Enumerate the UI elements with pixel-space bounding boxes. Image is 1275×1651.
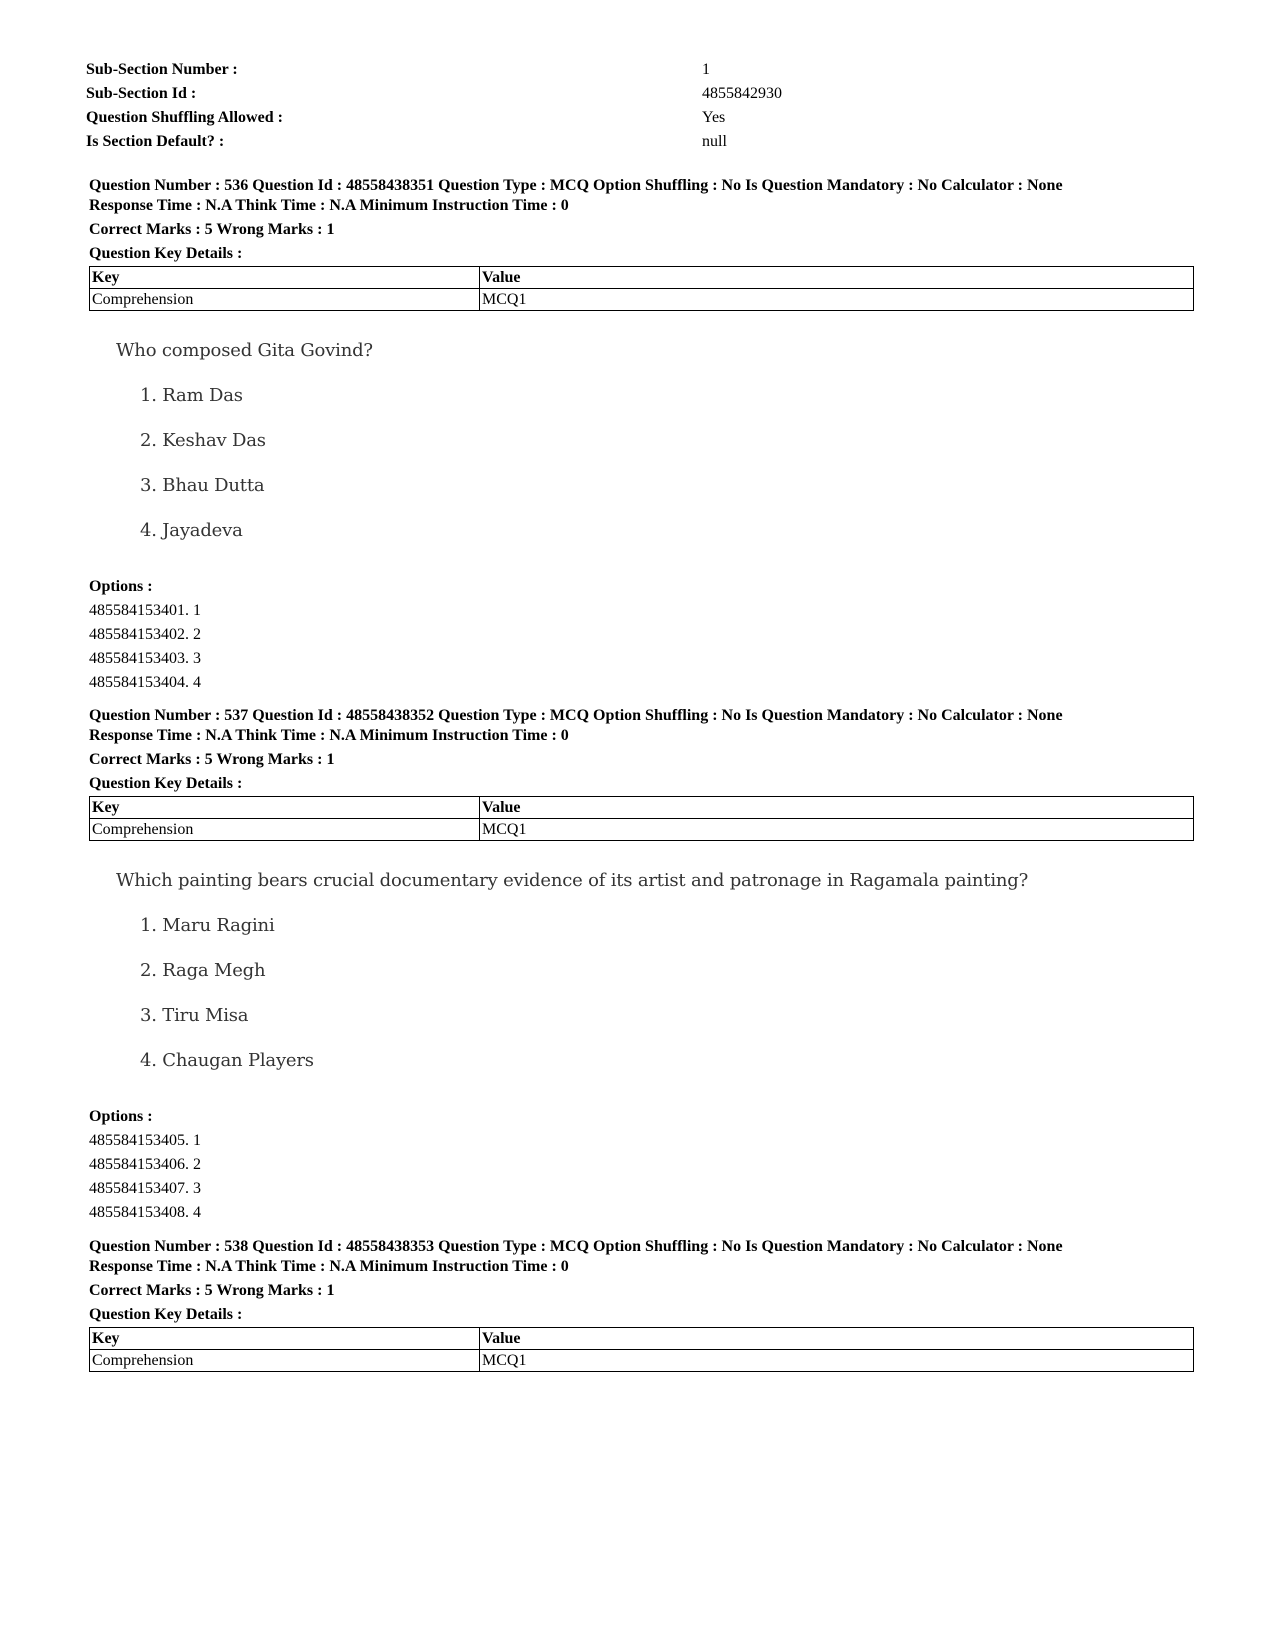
question-header-line2: Response Time : N.A Think Time : N.A Minimum Instruction Time : 0 (89, 1258, 569, 1275)
meta-value: 1 (702, 61, 710, 78)
question-choice: 2. Raga Megh (140, 960, 266, 981)
meta-value: Yes (702, 109, 726, 126)
key-table-header-key: Key (90, 267, 480, 289)
question-choice: 1. Ram Das (140, 385, 243, 406)
question-image (116, 337, 1195, 545)
meta-row-section-default (86, 130, 886, 154)
options-list (89, 575, 1195, 695)
question-block-538 (89, 1237, 1195, 1372)
meta-row-subsection-number (86, 58, 886, 82)
options-label: Options : (89, 1108, 153, 1125)
key-table-header-row (90, 797, 1194, 819)
question-choice: 2. Keshav Das (140, 430, 266, 451)
key-table-header-value: Value (480, 1328, 1194, 1350)
meta-value: null (702, 133, 727, 150)
key-table-cell-value: MCQ1 (480, 289, 1194, 311)
question-choice: 3. Bhau Dutta (140, 475, 265, 496)
option-item: 485584153408. 4 (89, 1204, 201, 1221)
key-table-header-value: Value (480, 797, 1194, 819)
question-stem: Which painting bears crucial documentary evidence of its artist and patronage in Ragamala painting? (116, 870, 1029, 891)
question-choice: 4. Chaugan Players (140, 1050, 314, 1071)
question-key-table (89, 1327, 1194, 1372)
question-block-537 (89, 706, 1195, 1225)
meta-value: 4855842930 (702, 85, 782, 102)
key-table-cell-key: Comprehension (90, 819, 480, 841)
key-table-cell-key: Comprehension (90, 1350, 480, 1372)
key-table-header-key: Key (90, 1328, 480, 1350)
key-table-row (90, 819, 1194, 841)
key-table-header-value: Value (480, 267, 1194, 289)
meta-label: Sub-Section Number : (86, 61, 238, 78)
question-header-line1: Question Number : 538 Question Id : 48558438353 Question Type : MCQ Option Shuffling : No Is Question Mandatory : No Calculator : None (89, 1238, 1063, 1255)
option-item: 485584153403. 3 (89, 650, 201, 667)
option-item: 485584153404. 4 (89, 674, 201, 691)
question-stem: Who composed Gita Govind? (116, 340, 373, 361)
meta-row-subsection-id (86, 82, 886, 106)
key-table-row (90, 1350, 1194, 1372)
option-item: 485584153407. 3 (89, 1180, 201, 1197)
subsection-meta (86, 58, 886, 154)
key-table-header-key: Key (90, 797, 480, 819)
question-choice: 1. Maru Ragini (140, 915, 275, 936)
meta-label: Question Shuffling Allowed : (86, 109, 283, 126)
option-item: 485584153406. 2 (89, 1156, 201, 1173)
question-image (116, 867, 1195, 1075)
key-table-cell-key: Comprehension (90, 289, 480, 311)
option-item: 485584153405. 1 (89, 1132, 201, 1149)
question-block-536 (89, 176, 1195, 695)
question-marks: Correct Marks : 5 Wrong Marks : 1 (89, 751, 335, 768)
question-key-table (89, 796, 1194, 841)
question-key-details-label: Question Key Details : (89, 775, 243, 792)
key-table-header-row (90, 267, 1194, 289)
meta-label: Is Section Default? : (86, 133, 225, 150)
question-key-details-label: Question Key Details : (89, 1306, 243, 1323)
options-label: Options : (89, 578, 153, 595)
question-marks: Correct Marks : 5 Wrong Marks : 1 (89, 221, 335, 238)
question-choice: 4. Jayadeva (140, 520, 243, 541)
question-marks: Correct Marks : 5 Wrong Marks : 1 (89, 1282, 335, 1299)
meta-label: Sub-Section Id : (86, 85, 197, 102)
options-list (89, 1105, 1195, 1225)
question-header-line1: Question Number : 537 Question Id : 48558438352 Question Type : MCQ Option Shuffling : No Is Question Mandatory : No Calculator : None (89, 707, 1063, 724)
question-header-line1: Question Number : 536 Question Id : 48558438351 Question Type : MCQ Option Shuffling : No Is Question Mandatory : No Calculator : None (89, 177, 1063, 194)
key-table-cell-value: MCQ1 (480, 819, 1194, 841)
question-key-table (89, 266, 1194, 311)
option-item: 485584153401. 1 (89, 602, 201, 619)
question-header-line2: Response Time : N.A Think Time : N.A Minimum Instruction Time : 0 (89, 197, 569, 214)
question-choice: 3. Tiru Misa (140, 1005, 249, 1026)
option-item: 485584153402. 2 (89, 626, 201, 643)
question-key-details-label: Question Key Details : (89, 245, 243, 262)
key-table-cell-value: MCQ1 (480, 1350, 1194, 1372)
meta-row-question-shuffling (86, 106, 886, 130)
question-header-line2: Response Time : N.A Think Time : N.A Minimum Instruction Time : 0 (89, 727, 569, 744)
key-table-header-row (90, 1328, 1194, 1350)
key-table-row (90, 289, 1194, 311)
